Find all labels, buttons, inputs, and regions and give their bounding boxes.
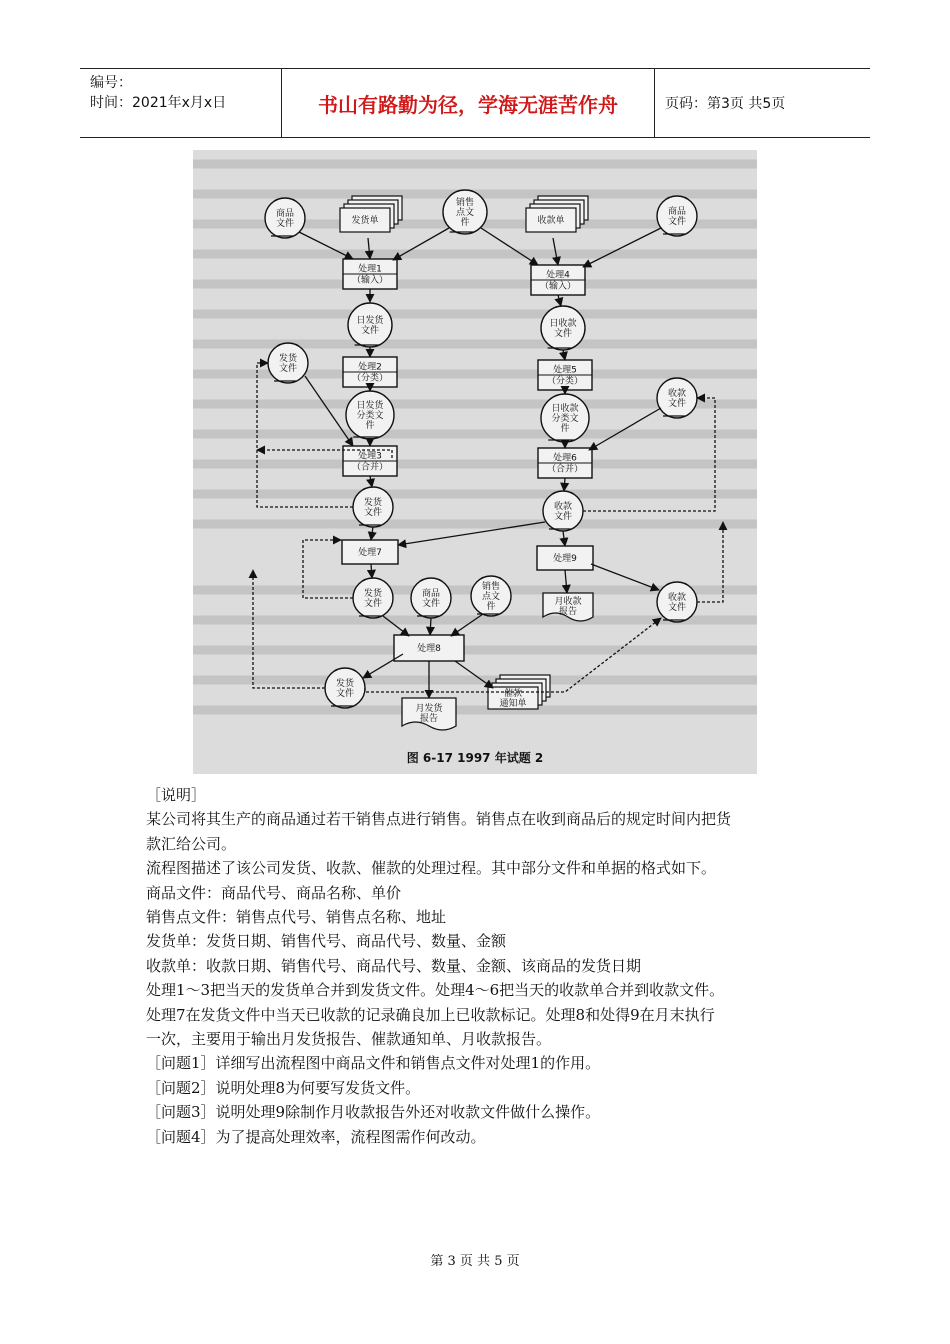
text-line: 处理7在发货文件中当天已收款的记录确良加上已收款标记。处理8和处得9在月末执行: [146, 1005, 715, 1024]
ship-file-left-label: 发货: [278, 354, 298, 364]
text-line: 流程图描述了该公司发货、收款、催款的处理过程。其中部分文件和单据的格式如下。: [146, 859, 717, 878]
daily-ship-file-label: 文件: [360, 326, 380, 336]
text-line: ［说明］: [146, 786, 207, 804]
receipt-file-right-label: 文件: [667, 399, 687, 409]
monthly-receipt-report-label: 报告: [558, 607, 578, 617]
ship-file-mid-label: 发货: [363, 498, 383, 508]
sales-file-1-label: 件: [460, 218, 470, 228]
proc5-label: 处理5: [553, 365, 577, 376]
sales-file-2-label: 点文: [481, 592, 501, 602]
proc8-label: 处理8: [417, 644, 441, 654]
flowchart-figure: [193, 150, 757, 774]
text-line: 款汇给公司。: [146, 834, 237, 853]
header-motto: 书山有路勤为径，学海无涯苦作舟: [282, 69, 655, 137]
sales-file-1-label: 点文: [455, 208, 475, 218]
daily-receipt-file-label: 文件: [553, 329, 573, 339]
proc2-label: （分类）: [351, 373, 389, 384]
header-meta: [80, 69, 282, 137]
sales-file-2-label: 销售: [481, 582, 501, 592]
header-page-info: 页码：第3页 共5页: [665, 96, 786, 112]
text-line: 一次，主要用于输出月发货报告、催款通知单、月收款报告。: [146, 1030, 552, 1049]
daily-receipt-sorted-label: 分类文: [551, 414, 579, 424]
goods-file-3-label: 文件: [421, 599, 441, 609]
daily-ship-sorted-label: 件: [365, 421, 375, 431]
dunning-notice-label: 通知单: [499, 699, 527, 709]
monthly-ship-report-label: 报告: [419, 714, 439, 724]
flowchart-svg: [193, 150, 757, 774]
proc3-label: （合并）: [351, 462, 389, 473]
daily-receipt-file-label: 日收款: [549, 319, 577, 329]
dunning-notice-label: 催款: [503, 689, 523, 699]
ship-file-3-label: 文件: [363, 599, 383, 609]
receipt-file-right-label: 收款: [667, 389, 687, 399]
text-line: 销售点文件：销售点代号、销售点名称、地址: [146, 908, 447, 927]
sales-file-1-label: 销售: [455, 198, 475, 208]
receipt-file-mid-label: 收款: [553, 502, 573, 512]
text-line: 商品文件：商品代号、商品名称、单价: [146, 883, 402, 902]
text-line: 收款单：收款日期、销售代号、商品代号、数量、金额、该商品的发货日期: [146, 956, 642, 975]
daily-ship-sorted-label: 日发货: [356, 401, 384, 411]
ship-file-3-label: 发货: [363, 589, 383, 599]
receipt-file-mid-label: 文件: [553, 512, 573, 522]
proc9-label: 处理9: [553, 554, 577, 564]
receipt-file-4-label: 收款: [667, 593, 687, 603]
daily-receipt-sorted-label: 日收款: [551, 404, 579, 414]
text-line: ［问题3］说明处理9除制作月收款报告外还对收款文件做什么操作。: [146, 1103, 601, 1122]
goods-file-3-label: 商品: [421, 589, 441, 599]
proc4-label: （输入）: [539, 281, 577, 292]
daily-ship-sorted-label: 分类文: [356, 411, 384, 421]
proc6-label: 处理6: [553, 453, 577, 464]
goods-file-2-label: 商品: [667, 207, 687, 217]
proc2-label: 处理2: [358, 362, 382, 373]
text-line: 某公司将其生产的商品通过若干销售点进行销售。销售点在收到商品后的规定时间内把货: [146, 810, 732, 829]
page-footer: 第 3 页 共 5 页: [430, 1254, 520, 1269]
daily-ship-file-label: 日发货: [356, 316, 384, 326]
background-texture: [193, 164, 757, 710]
proc7-label: 处理7: [358, 548, 382, 558]
date-line: 时间：2021年x月x日: [90, 95, 227, 111]
ship-file-mid-label: 文件: [363, 508, 383, 518]
document-body: [146, 783, 826, 1149]
proc4-label: 处理4: [546, 270, 570, 281]
proc5-label: （分类）: [546, 376, 584, 387]
proc6-label: （合并）: [546, 464, 584, 475]
goods-file-2-label: 文件: [667, 217, 687, 227]
receipt-file-4-label: 文件: [667, 603, 687, 613]
text-line: ［问题4］为了提高处理效率，流程图需作何改动。: [146, 1127, 486, 1146]
page-header: [80, 68, 870, 138]
goods-file-1-label: 文件: [275, 219, 295, 229]
receipt-bill-label: 收款单: [537, 216, 565, 226]
figure-caption: 图 6-17 1997 年试题 2: [406, 751, 544, 765]
ship-file-4-label: 文件: [335, 689, 355, 699]
ship-bill-label: 发货单: [351, 216, 379, 226]
text-line: 发货单：发货日期、销售代号、商品代号、数量、金额: [146, 932, 507, 951]
monthly-receipt-report-label: 月收款: [554, 597, 582, 607]
text-line: 处理1～3把当天的发货单合并到发货文件。处理4～6把当天的收款单合并到收款文件。: [146, 981, 725, 1000]
daily-receipt-sorted-label: 件: [560, 424, 570, 434]
ship-file-4-label: 发货: [335, 679, 355, 689]
text-line: ［问题1］详细写出流程图中商品文件和销售点文件对处理1的作用。: [146, 1054, 601, 1073]
sales-file-2-label: 件: [486, 602, 496, 612]
monthly-ship-report-label: 月发货: [415, 704, 443, 714]
proc3-label: 处理3: [358, 451, 382, 462]
goods-file-1-label: 商品: [275, 209, 295, 219]
ship-file-left-label: 文件: [278, 364, 298, 374]
number-label: 编号：: [90, 75, 132, 91]
proc1-label: （输入）: [351, 275, 389, 286]
proc1-label: 处理1: [358, 264, 382, 275]
text-line: ［问题2］说明处理8为何要写发货文件。: [146, 1078, 421, 1097]
